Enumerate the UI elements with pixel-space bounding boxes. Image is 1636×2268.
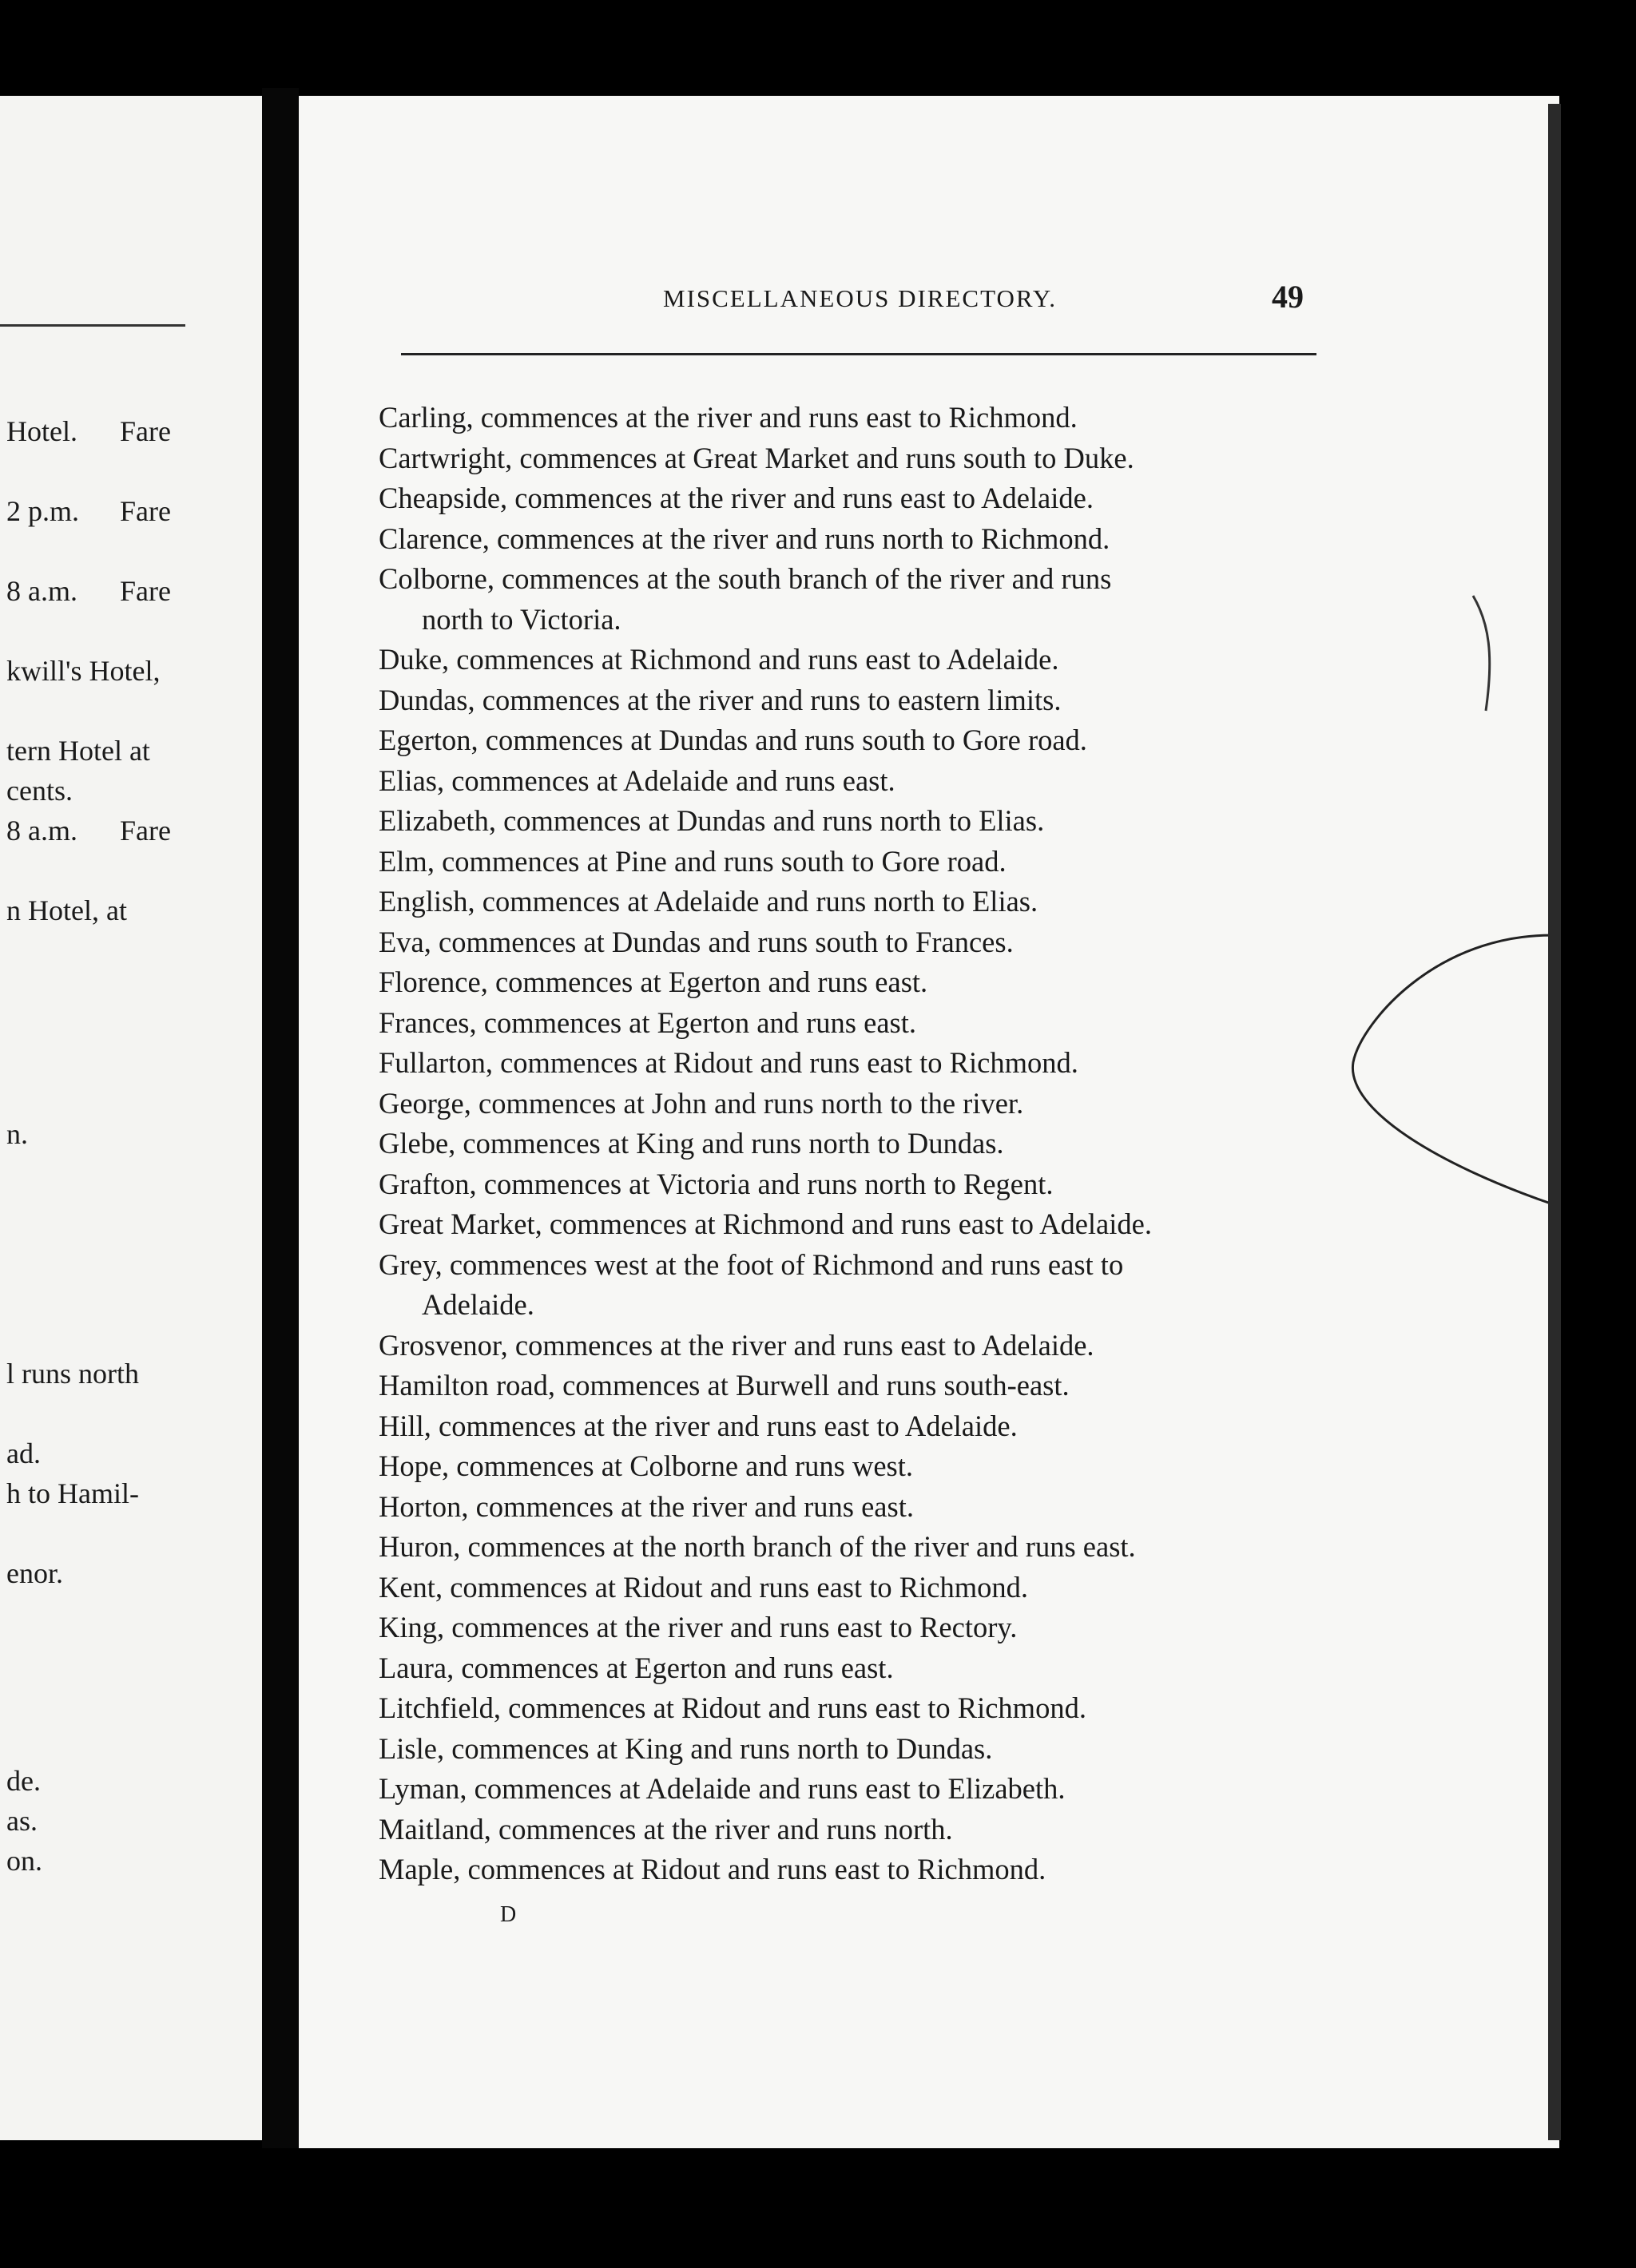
- entry-text: Huron, commences at the north branch of the river and runs east.: [379, 1530, 1136, 1563]
- directory-entry: [379, 1810, 1337, 1850]
- page-number: 49: [1272, 279, 1304, 315]
- directory-entry: [379, 1769, 1337, 1810]
- previous-page-header-rule: [0, 324, 185, 327]
- directory-entry: [379, 1124, 1337, 1164]
- entry-continuation: north to Victoria.: [422, 602, 621, 636]
- entry-text: Maple, commences at Ridout and runs east to Richmond.: [379, 1853, 1046, 1885]
- entry-text: Litchfield, commences at Ridout and runs east to Richmond.: [379, 1691, 1086, 1724]
- directory-entry: [379, 761, 1337, 802]
- previous-page-line: [0, 1477, 262, 1509]
- directory-entry: [379, 720, 1337, 761]
- previous-page-line: [0, 655, 262, 687]
- entry-text: Hill, commences at the river and runs east to Adelaide.: [379, 1409, 1018, 1442]
- entry-text: Duke, commences at Richmond and runs east to Adelaide.: [379, 643, 1059, 676]
- signature-mark: D: [500, 1902, 518, 1927]
- directory-entry: [379, 922, 1337, 963]
- margin-bracket-drawing: [1345, 926, 1559, 1214]
- directory-entry: [379, 1003, 1337, 1044]
- previous-page-line-text: ad.: [6, 1437, 41, 1469]
- previous-page-line-text: on.: [6, 1845, 42, 1877]
- book-gutter: [262, 88, 299, 2148]
- entry-text: English, commences at Adelaide and runs north to Elias.: [379, 885, 1038, 918]
- page-49: [299, 96, 1559, 2148]
- previous-page-line-text: cents.: [6, 775, 73, 807]
- previous-page-line-text: 8 a.m.: [6, 575, 77, 607]
- entry-text: Grosvenor, commences at the river and runs east to Adelaide.: [379, 1328, 1094, 1362]
- entry-text: Colborne, commences at the south branch of the river and runs: [379, 562, 1112, 595]
- directory-entry: [379, 1084, 1337, 1124]
- entry-text: Egerton, commences at Dundas and runs south to Gore road.: [379, 724, 1087, 756]
- previous-page-line: [0, 735, 262, 767]
- directory-entry: [379, 1487, 1337, 1528]
- entry-text: Horton, commences at the river and runs east.: [379, 1489, 914, 1523]
- directory-entry: [379, 882, 1337, 922]
- previous-page-line-text: n.: [6, 1118, 28, 1150]
- directory-entry: [379, 842, 1337, 882]
- directory-entry: [379, 519, 1337, 560]
- entry-text: Carling, commences at the river and runs east to Richmond.: [379, 401, 1078, 434]
- entry-text: Florence, commences at Egerton and runs east.: [379, 965, 928, 998]
- previous-page-line: [0, 575, 262, 607]
- directory-entry: [379, 1406, 1337, 1447]
- previous-page-line: [0, 495, 262, 527]
- previous-page-line-text: 8 a.m.: [6, 815, 77, 847]
- previous-page-line-text: 2 p.m.: [6, 495, 80, 527]
- running-title: MISCELLANEOUS DIRECTORY.: [663, 284, 1057, 312]
- directory-entry: [379, 1245, 1337, 1326]
- previous-page-line: [0, 815, 262, 847]
- directory-entry: [379, 801, 1337, 842]
- entry-text: Laura, commences at Egerton and runs east.: [379, 1651, 894, 1684]
- entry-text: Lisle, commences at King and runs north to Dundas.: [379, 1731, 993, 1765]
- directory-entry: [379, 1326, 1337, 1366]
- previous-page-line-text: de.: [6, 1765, 41, 1797]
- previous-page-line: [0, 1845, 262, 1877]
- entry-text: Clarence, commences at the river and runs north to Richmond.: [379, 521, 1110, 555]
- directory-entry: [379, 1366, 1337, 1406]
- directory-entry: [379, 962, 1337, 1003]
- previous-page-line: [0, 1557, 262, 1589]
- previous-page-line-text: as.: [6, 1805, 38, 1837]
- previous-page-line: [0, 1118, 262, 1150]
- margin-pencil-mark: [1467, 591, 1515, 719]
- entry-text: Dundas, commences at the river and runs to eastern limits.: [379, 683, 1062, 716]
- entry-text: Frances, commences at Egerton and runs east.: [379, 1005, 916, 1039]
- previous-page-line-fare: Fare: [120, 815, 171, 847]
- entry-text: Grafton, commences at Victoria and runs north to Regent.: [379, 1167, 1054, 1200]
- previous-page-line-fare: Fare: [120, 495, 171, 527]
- previous-page-line: [0, 894, 262, 926]
- previous-page-line: [0, 1358, 262, 1390]
- previous-page-line-text: h to Hamil-: [6, 1477, 139, 1509]
- previous-page-line-text: enor.: [6, 1557, 63, 1589]
- directory-entry: [379, 478, 1337, 519]
- entry-text: King, commences at the river and runs east to Rectory.: [379, 1611, 1018, 1644]
- previous-page-line-fare: Fare: [120, 415, 171, 447]
- directory-entry: [379, 640, 1337, 680]
- directory-entry: [379, 1164, 1337, 1205]
- directory-entry: [379, 398, 1337, 438]
- entry-text: Hope, commences at Colborne and runs west.: [379, 1449, 913, 1482]
- previous-page-line-fare: Fare: [120, 575, 171, 607]
- directory-entry: [379, 1568, 1337, 1608]
- previous-page-fragment: [0, 96, 262, 2140]
- previous-page-line-text: l runs north: [6, 1358, 139, 1390]
- entry-text: Maitland, commences at the river and runs north.: [379, 1812, 953, 1846]
- street-directory-list: [379, 398, 1337, 1890]
- directory-entry: [379, 1446, 1337, 1487]
- entry-text: Lyman, commences at Adelaide and runs east to Elizabeth.: [379, 1772, 1066, 1805]
- previous-page-line-text: Hotel.: [6, 415, 77, 447]
- entry-text: Cheapside, commences at the river and runs east to Adelaide.: [379, 482, 1094, 514]
- entry-text: Glebe, commences at King and runs north to Dundas.: [379, 1127, 1004, 1160]
- header-rule: [401, 353, 1316, 355]
- previous-page-line: [0, 775, 262, 807]
- entry-text: Kent, commences at Ridout and runs east to Richmond.: [379, 1570, 1028, 1604]
- entry-text: Eva, commences at Dundas and runs south to Frances.: [379, 925, 1014, 958]
- entry-text: Great Market, commences at Richmond and runs east to Adelaide.: [379, 1207, 1152, 1240]
- entry-text: Hamilton road, commences at Burwell and runs south-east.: [379, 1369, 1070, 1402]
- directory-entry: [379, 1850, 1337, 1890]
- directory-entry: [379, 1648, 1337, 1689]
- entry-text: Elizabeth, commences at Dundas and runs north to Elias.: [379, 804, 1045, 837]
- previous-page-line: [0, 1805, 262, 1837]
- entry-text: George, commences at John and runs north to the river.: [379, 1086, 1024, 1120]
- page-edge: [1548, 104, 1561, 2140]
- entry-continuation: Adelaide.: [422, 1288, 534, 1321]
- entry-text: Elias, commences at Adelaide and runs east.: [379, 763, 895, 797]
- entry-text: Fullarton, commences at Ridout and runs east to Richmond.: [379, 1046, 1078, 1079]
- previous-page-line: [0, 1765, 262, 1797]
- previous-page-line-text: n Hotel, at: [6, 894, 127, 926]
- entry-text: Cartwright, commences at Great Market and runs south to Duke.: [379, 441, 1134, 474]
- directory-entry: [379, 1043, 1337, 1084]
- directory-entry: [379, 1688, 1337, 1729]
- directory-entry: [379, 1608, 1337, 1648]
- directory-entry: [379, 1729, 1337, 1770]
- directory-entry: [379, 1527, 1337, 1568]
- entry-text: Elm, commences at Pine and runs south to Gore road.: [379, 844, 1007, 878]
- previous-page-line: [0, 415, 262, 447]
- previous-page-line-text: tern Hotel at: [6, 735, 150, 767]
- directory-entry: [379, 559, 1337, 640]
- entry-text: Grey, commences west at the foot of Richmond and runs east to: [379, 1247, 1124, 1281]
- previous-page-line-text: kwill's Hotel,: [6, 655, 161, 687]
- directory-entry: [379, 438, 1337, 479]
- directory-entry: [379, 680, 1337, 721]
- previous-page-line: [0, 1437, 262, 1469]
- directory-entry: [379, 1204, 1337, 1245]
